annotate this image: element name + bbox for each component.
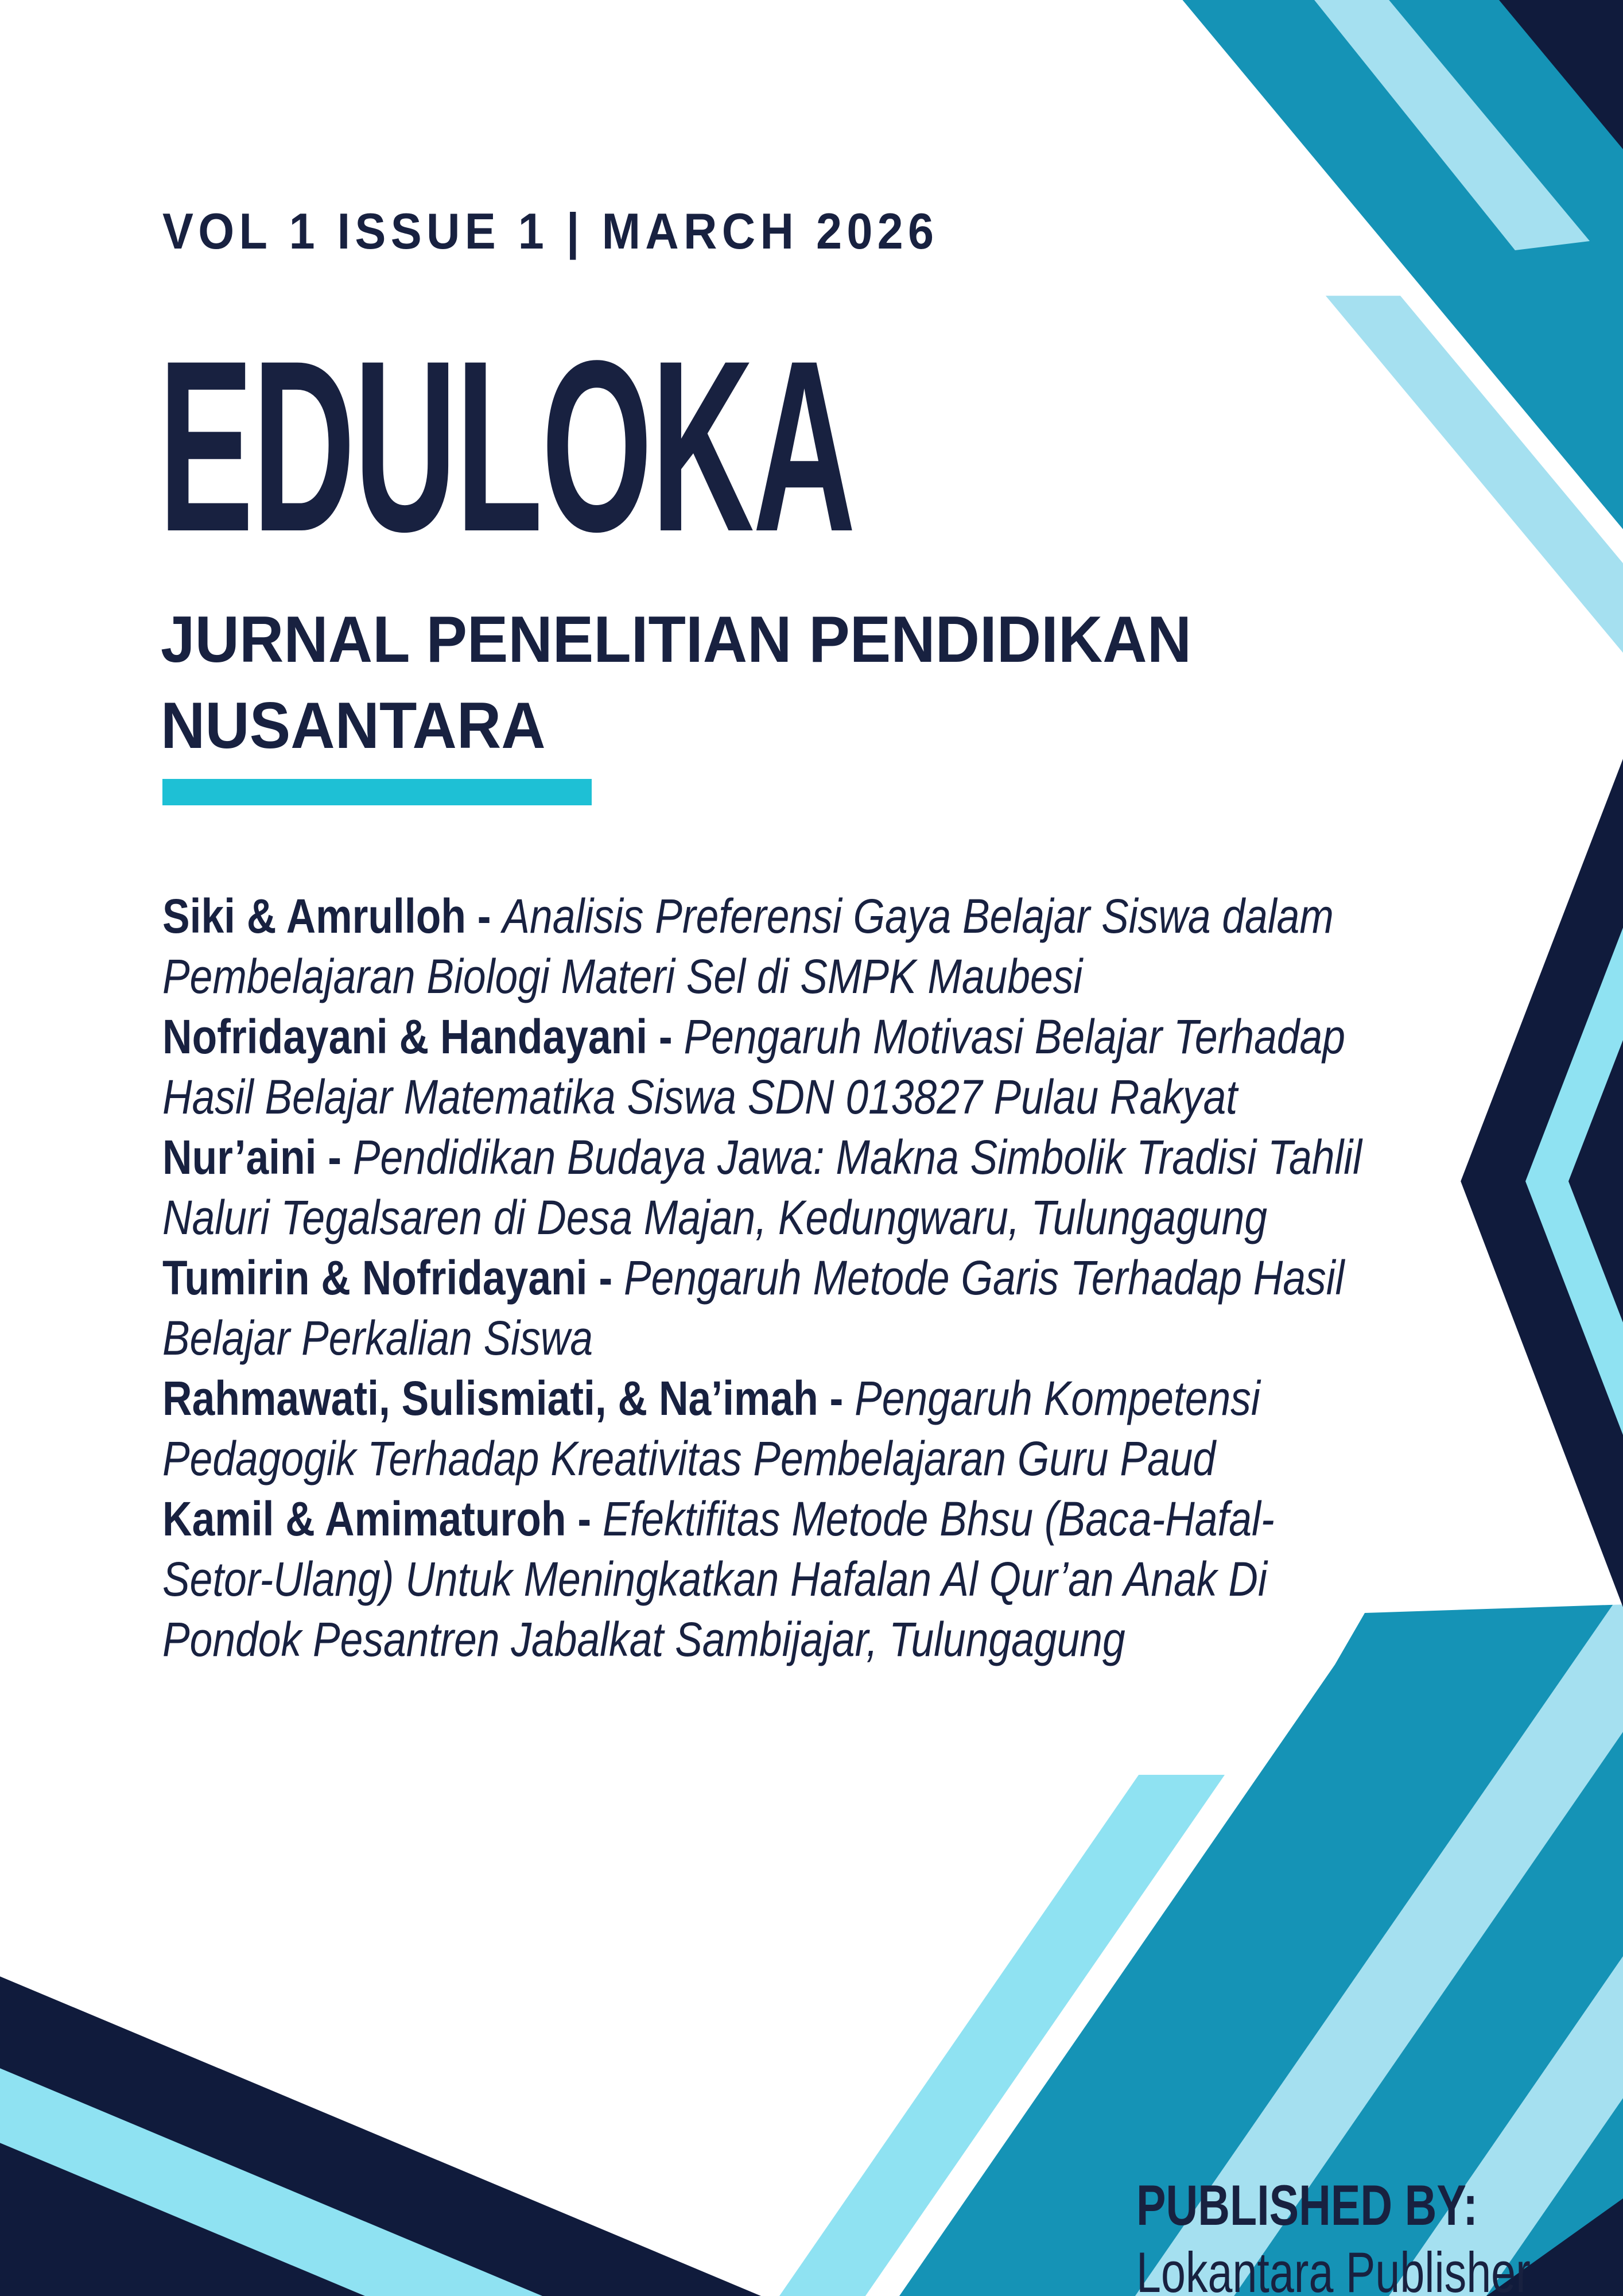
article-line [162, 886, 1362, 947]
article-line [162, 1007, 1362, 1067]
article-title: Pengaruh Kompetensi [855, 1371, 1260, 1425]
article-title: Analisis Preferensi Gaya Belajar Siswa dalam [502, 889, 1334, 943]
article-title: Pondok Pesantren Jabalkat Sambijajar, Tulungagung [162, 1612, 1125, 1666]
article-line [162, 1067, 1362, 1127]
journal-title: EDULOKA [158, 310, 855, 583]
publisher-label: PUBLISHED BY: [1136, 2173, 1478, 2237]
article-authors: Siki & Amrulloh - [162, 889, 503, 943]
journal-subtitle-line1: JURNAL PENELITIAN PENDIDIKAN [161, 603, 1192, 676]
article-title: Setor-Ulang) Untuk Meningkatkan Hafalan Al Qur’an Anak Di [162, 1552, 1267, 1606]
journal-subtitle-line2: NUSANTARA [161, 689, 546, 762]
article-line [162, 1308, 1362, 1368]
article-line [162, 1489, 1362, 1549]
article-line [162, 1368, 1362, 1429]
publisher-name: Lokantara Publisher [1136, 2240, 1531, 2296]
article-list [162, 886, 1362, 1670]
article-title: Pembelajaran Biologi Materi Sel di SMPK Maubesi [162, 949, 1083, 1003]
article-line [162, 1248, 1362, 1308]
title-accent-bar [162, 779, 592, 805]
article-title: Pengaruh Metode Garis Terhadap Hasil [623, 1251, 1345, 1305]
journal-subtitle [161, 597, 1191, 769]
article-title: Hasil Belajar Matematika Siswa SDN 013827 Pulau Rakyat [162, 1070, 1238, 1124]
publisher-block [1136, 2175, 1531, 2296]
article-authors: Rahmawati, Sulismiati, & Na’imah - [162, 1371, 855, 1425]
article-title: Pendidikan Budaya Jawa: Makna Simbolik Tradisi Tahlil [352, 1130, 1362, 1184]
article-line [162, 1609, 1362, 1670]
article-authors: Kamil & Amimaturoh - [162, 1492, 603, 1546]
article-title: Pengaruh Motivasi Belajar Terhadap [684, 1010, 1345, 1064]
article-title: Belajar Perkalian Siswa [162, 1311, 593, 1365]
article-line [162, 1127, 1362, 1188]
article-title: Efektifitas Metode Bhsu (Baca-Hafal- [602, 1492, 1275, 1546]
article-title: Pedagogik Terhadap Kreativitas Pembelajaran Guru Paud [162, 1432, 1216, 1486]
article-authors: Nur’aini - [162, 1130, 353, 1184]
article-line [162, 1549, 1362, 1609]
article-title: Naluri Tegalsaren di Desa Majan, Kedungwaru, Tulungagung [162, 1190, 1268, 1244]
article-line [162, 1188, 1362, 1248]
article-line [162, 1429, 1362, 1489]
article-line [162, 947, 1362, 1007]
issue-line: VOL 1 ISSUE 1 | MARCH 2026 [162, 203, 939, 259]
article-authors: Nofridayani & Handayani - [162, 1010, 684, 1064]
article-authors: Tumirin & Nofridayani - [162, 1251, 624, 1305]
